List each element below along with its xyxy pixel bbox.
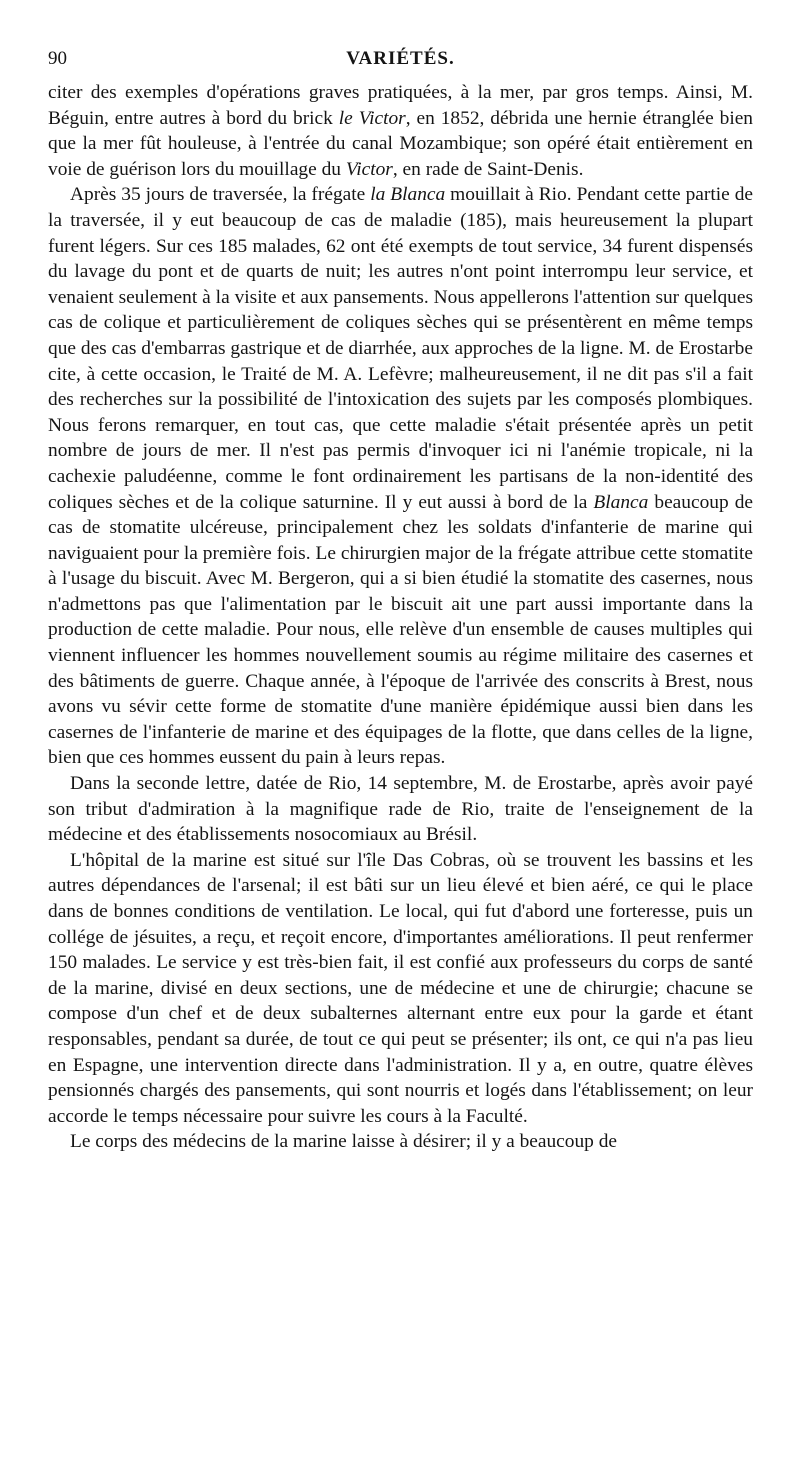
text-run: , en 1852, débrida une hernie étranglée bien que la mer fût houleuse, à l'entrée du canal Mozambique; son opéré était entièrement en voie de guérison lors du mouillage du bbox=[48, 107, 754, 180]
paragraph-1 bbox=[48, 80, 753, 182]
text-run: L'hôpital de la marine est situé sur l'île Das Cobras, où se trouvent les bassins et les autres dépendances de l'arsenal; il est bâti sur un lieu élevé et bien aéré, ce qui le place dans de bonnes conditions de ventilation. Le local, qui fut d'abord une forteresse, puis un collége de jésuites, a reçu, et reçoit encore, d'importantes améliorations. Il peut renfermer 150 malades. Le service y est très-bien fait, il est confié aux professeurs du corps de santé de la marine, divisé en deux sections, une de médecine et une de chirurgie; chacune se compose d'un chef et de deux subalternes alternant entre eux pour la garde et étant responsables, pendant sa durée, de tout ce qui peut se présenter; ils ont, ce qui n'a pas lieu en Espagne, une intervention directe dans l'administration. Il y a, en outre, quatre élèves pensionnés chargés des pansements, qui sont nourris et logés dans l'établissement; on leur accorde le temps nécessaire pour suivre les cours à la Faculté. bbox=[48, 849, 753, 1127]
text-run: , en rade de Saint-Denis. bbox=[392, 158, 584, 180]
italic-text-run: Blanca bbox=[593, 491, 649, 513]
section-title: VARIÉTÉS. bbox=[346, 48, 455, 69]
paragraph-2 bbox=[48, 182, 753, 771]
journal-page bbox=[48, 44, 753, 1155]
paragraph-3 bbox=[48, 771, 753, 848]
italic-text-run: le Victor bbox=[338, 107, 406, 129]
text-run: mouillait à Rio. Pendant cette partie de la traversée, il y eut beaucoup de cas de maladie (185), mais heureusement la plupart furent légers. Sur ces 185 malades, 62 ont été exempts de tout service, 34 furent dispensés du lavage du pont et de quarts de nuit; les autres n'ont point interrompu leur service, et venaient seulement à la visite et aux pansements. Nous appellerons l'attention sur quelques cas de colique et particulièrement de coliques sèches qui se présentèrent en même temps que des cas d'embarras gastrique et de diarrhée, aux approches de la ligne. M. de Erostarbe cite, à cette occasion, le Traité de M. A. Lefèvre; malheureusement, il ne dit pas s'il a fait des recherches sur la possibilité de l'intoxication des sujets par les composés plombiques. Nous ferons remarquer, en tout cas, que cette maladie s'était présentée après un petit nombre de jours de mer. Il n'est pas permis d'invoquer ici ni l'anémie tropicale, ni la cachexie paludéenne, comme le font ordinairement les partisans de la non-identité des coliques sèches et de la colique saturnine. Il y eut aussi à bord de la bbox=[48, 184, 753, 513]
text-run: Après 35 jours de traversée, la frégate bbox=[70, 184, 371, 206]
italic-text-run: Victor bbox=[345, 158, 393, 180]
text-run: beaucoup de cas de stomatite ulcéreuse, principalement chez les soldats d'infanterie de marine qui naviguaient pour la première fois. Le chirurgien major de la frégate attribue cette stomatite à l'usage du biscuit. Avec M. Bergeron, qui a si bien étudié la stomatite des casernes, nous n'admettons pas que l'alimentation par le biscuit ait une part aussi importante dans la production de cette maladie. Pour nous, elle relève d'un ensemble de causes multiples qui viennent influencer les hommes nouvellement soumis au régime militaire des casernes et des bâtiments de guerre. Chaque année, à l'époque de l'arrivée des conscrits à Brest, nous avons vu sévir cette forme de stomatite d'une manière épidémique aussi bien dans les casernes de l'infanterie de marine et des équipages de la flotte, que dans celles de la ligne, bien que ces hommes eussent du pain à leurs repas. bbox=[48, 491, 753, 769]
text-run: Le corps des médecins de la marine laisse à désirer; il y a beaucoup de bbox=[70, 1131, 618, 1153]
page-number: 90 bbox=[48, 48, 67, 69]
paragraph-4 bbox=[48, 848, 753, 1130]
article-body bbox=[48, 80, 753, 1155]
text-run: citer des exemples d'opérations graves pratiquées, à la mer, par gros temps. Ainsi, M. Béguin, entre autres à bord du brick bbox=[48, 82, 753, 129]
running-head bbox=[48, 44, 753, 80]
italic-text-run: la Blanca bbox=[370, 184, 446, 206]
paragraph-5 bbox=[48, 1129, 753, 1155]
text-run: Dans la seconde lettre, datée de Rio, 14 septembre, M. de Erostarbe, après avoir payé son tribut d'admiration à la magnifique rade de Rio, traite de l'enseignement de la médecine et des établissements nosocomiaux au Brésil. bbox=[48, 773, 753, 846]
